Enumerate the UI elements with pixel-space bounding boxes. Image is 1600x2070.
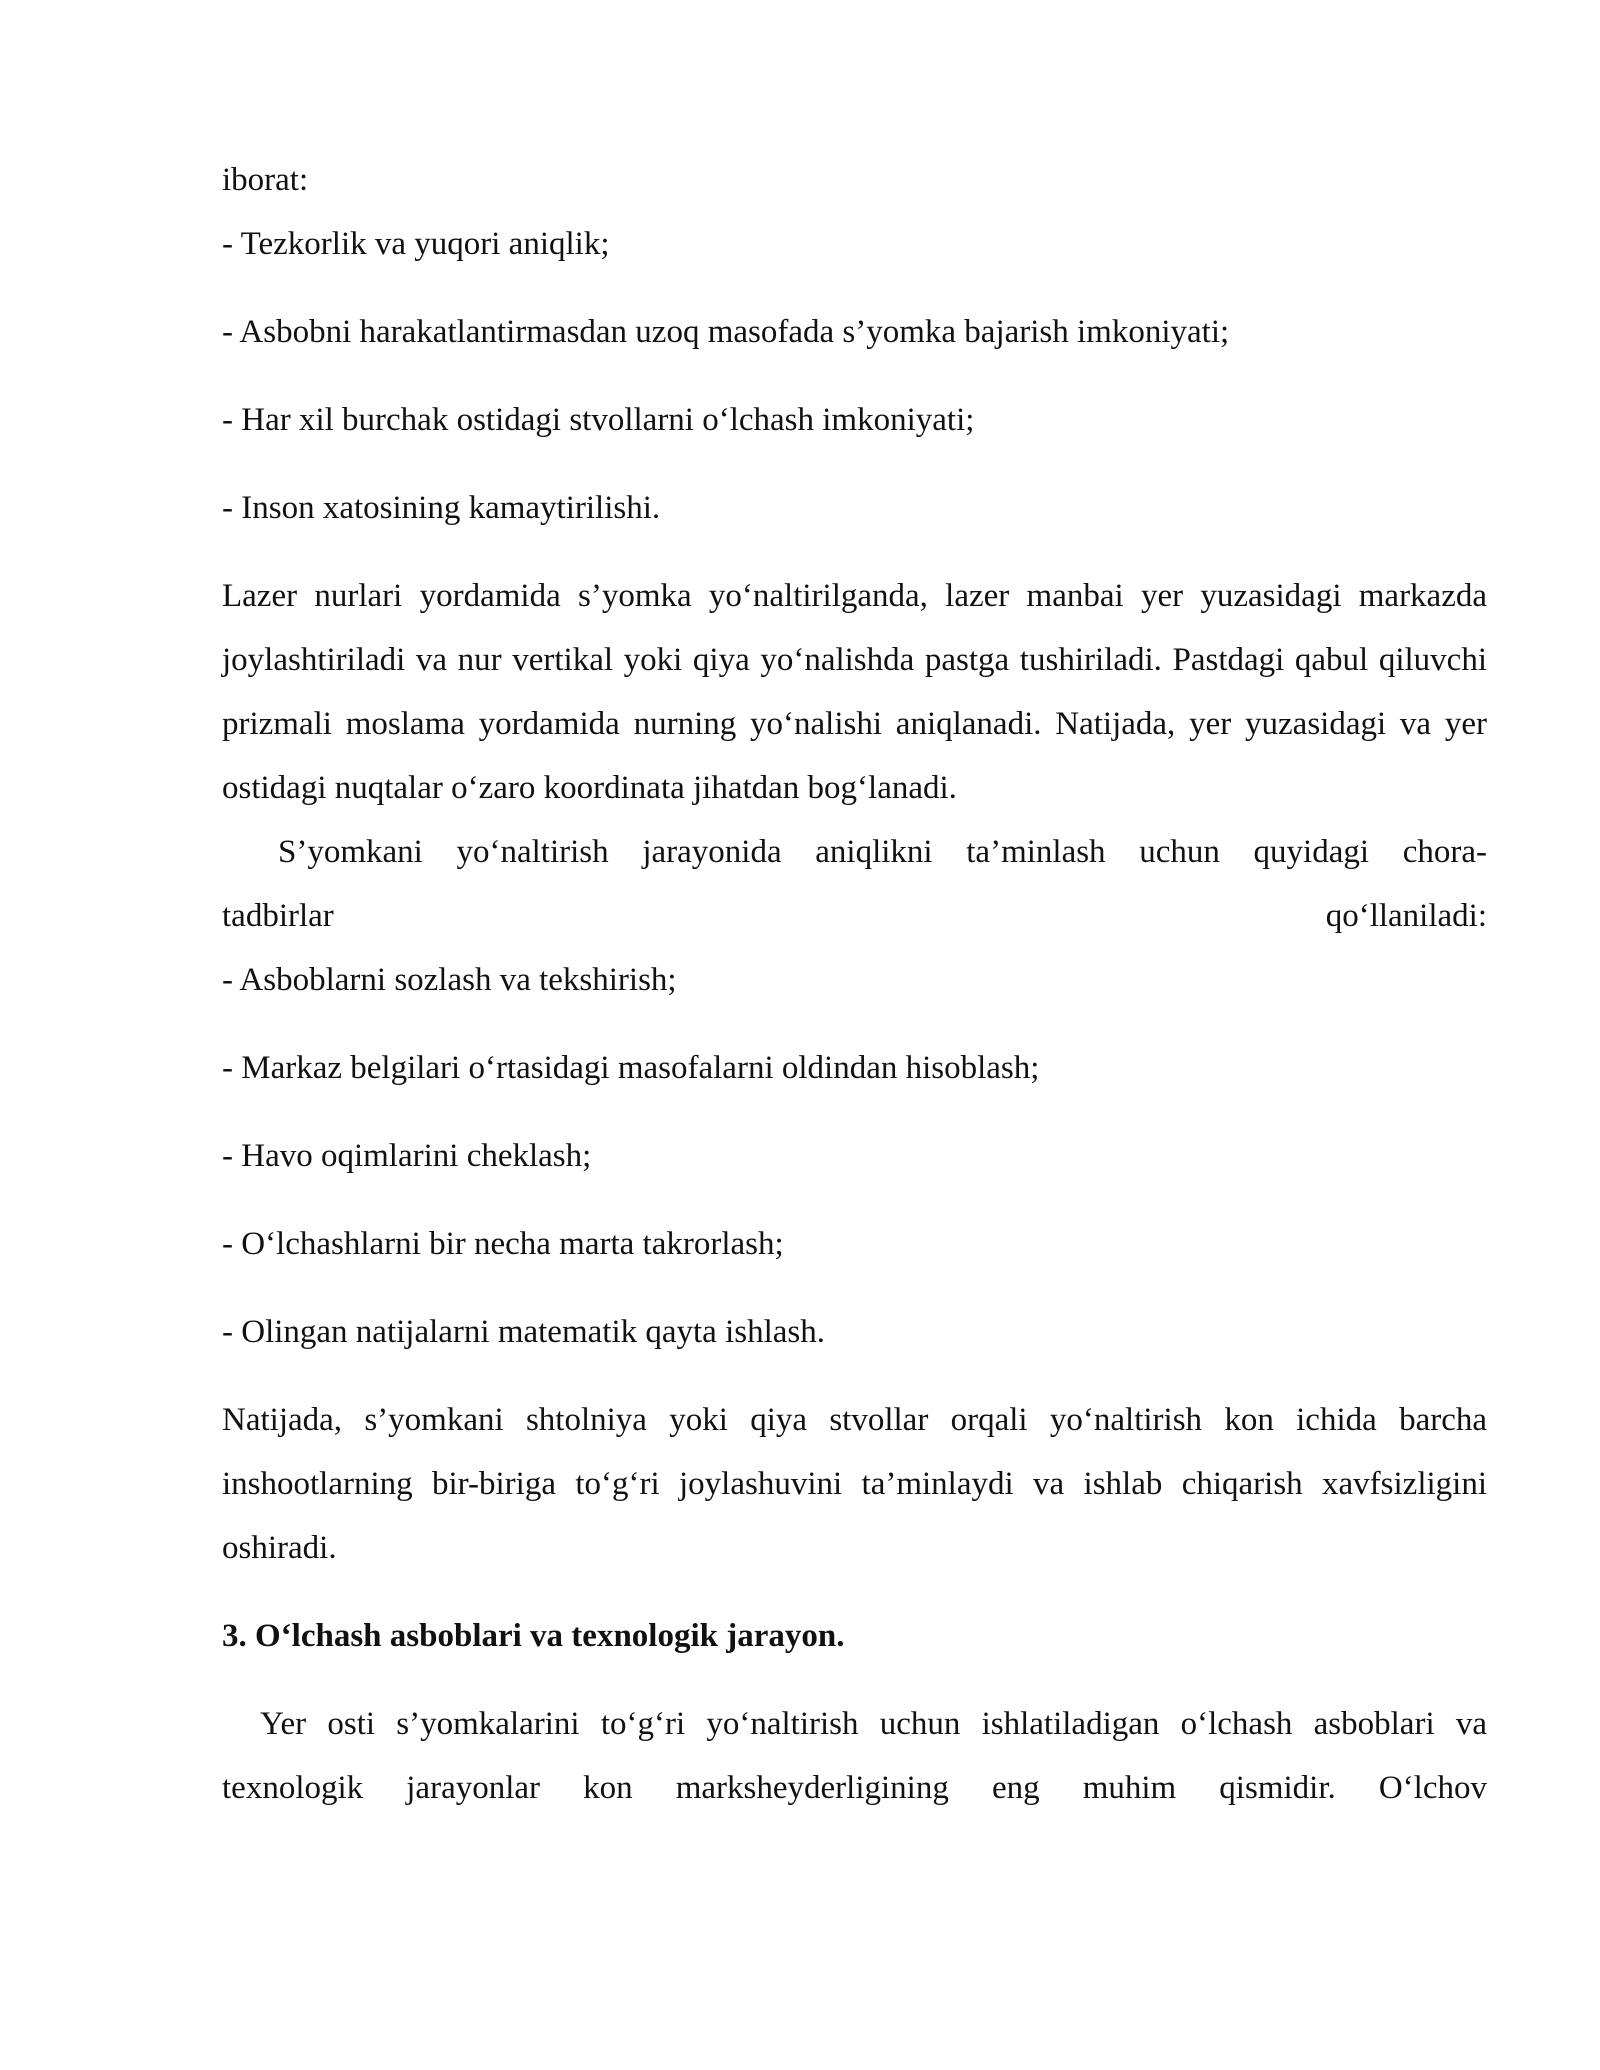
- intro-word: iborat:: [222, 162, 309, 198]
- page-content: [222, 148, 1487, 1820]
- advantage-item: - Asbobni harakatlantirmasdan uzoq masofada s’yomka bajarish imkoniyati;: [222, 314, 1230, 350]
- paragraph-section: Yer osti s’yomkalarini to‘g‘ri yo‘naltirish uchun ishlatiladigan o‘lchash asboblari va texnologik jarayonlar kon marksheyderligining eng muhim qismidir. O‘lchov: [222, 1706, 1487, 1806]
- section-heading: 3. O‘lchash asboblari va texnologik jarayon.: [222, 1618, 845, 1654]
- measure-item: - Olingan natijalarni matematik qayta ishlash.: [222, 1314, 825, 1350]
- paragraph-measures: S’yomkani yo‘naltirish jarayonida aniqlikni ta’minlash uchun quyidagi chora-: [278, 834, 1487, 870]
- measure-item: - Havo oqimlarini cheklash;: [222, 1138, 592, 1174]
- advantage-item: - Tezkorlik va yuqori aniqlik;: [222, 226, 610, 262]
- advantage-item: - Har xil burchak ostidagi stvollarni o‘lchash imkoniyati;: [222, 402, 975, 438]
- advantage-item: - Inson xatosining kamaytirilishi.: [222, 490, 661, 526]
- paragraph-measures-right: qo‘llaniladi:: [1325, 898, 1487, 934]
- paragraph-result: Natijada, s’yomkani shtolniya yoki qiya stvollar orqali yo‘naltirish kon ichida barcha inshootlarning bir-biriga to‘g‘ri joylashuvini ta’minlaydi va ishlab chiqarish xavfsizligini oshiradi.: [222, 1402, 1487, 1566]
- measure-item: - Asboblarni sozlash va tekshirish;: [222, 962, 677, 998]
- paragraph-measures-left: tadbirlar: [222, 898, 334, 934]
- paragraph-laser: Lazer nurlari yordamida s’yomka yo‘naltirilganda, lazer manbai yer yuzasidagi markazda joylashtiriladi va nur vertikal yoki qiya yo‘nalishda pastga tushiriladi. Pastdagi qabul qiluvchi prizmali moslama yordamida nurning yo‘nalishi aniqlanadi. Natijada, yer yuzasidagi va yer ostidagi nuqtalar o‘zaro koordinata jihatdan bog‘lanadi.: [222, 578, 1487, 806]
- measure-item: - Markaz belgilari o‘rtasidagi masofalarni oldindan hisoblash;: [222, 1050, 1040, 1086]
- paragraph-measures-continuation: [222, 884, 1487, 948]
- measure-item: - O‘lchashlarni bir necha marta takrorlash;: [222, 1226, 784, 1262]
